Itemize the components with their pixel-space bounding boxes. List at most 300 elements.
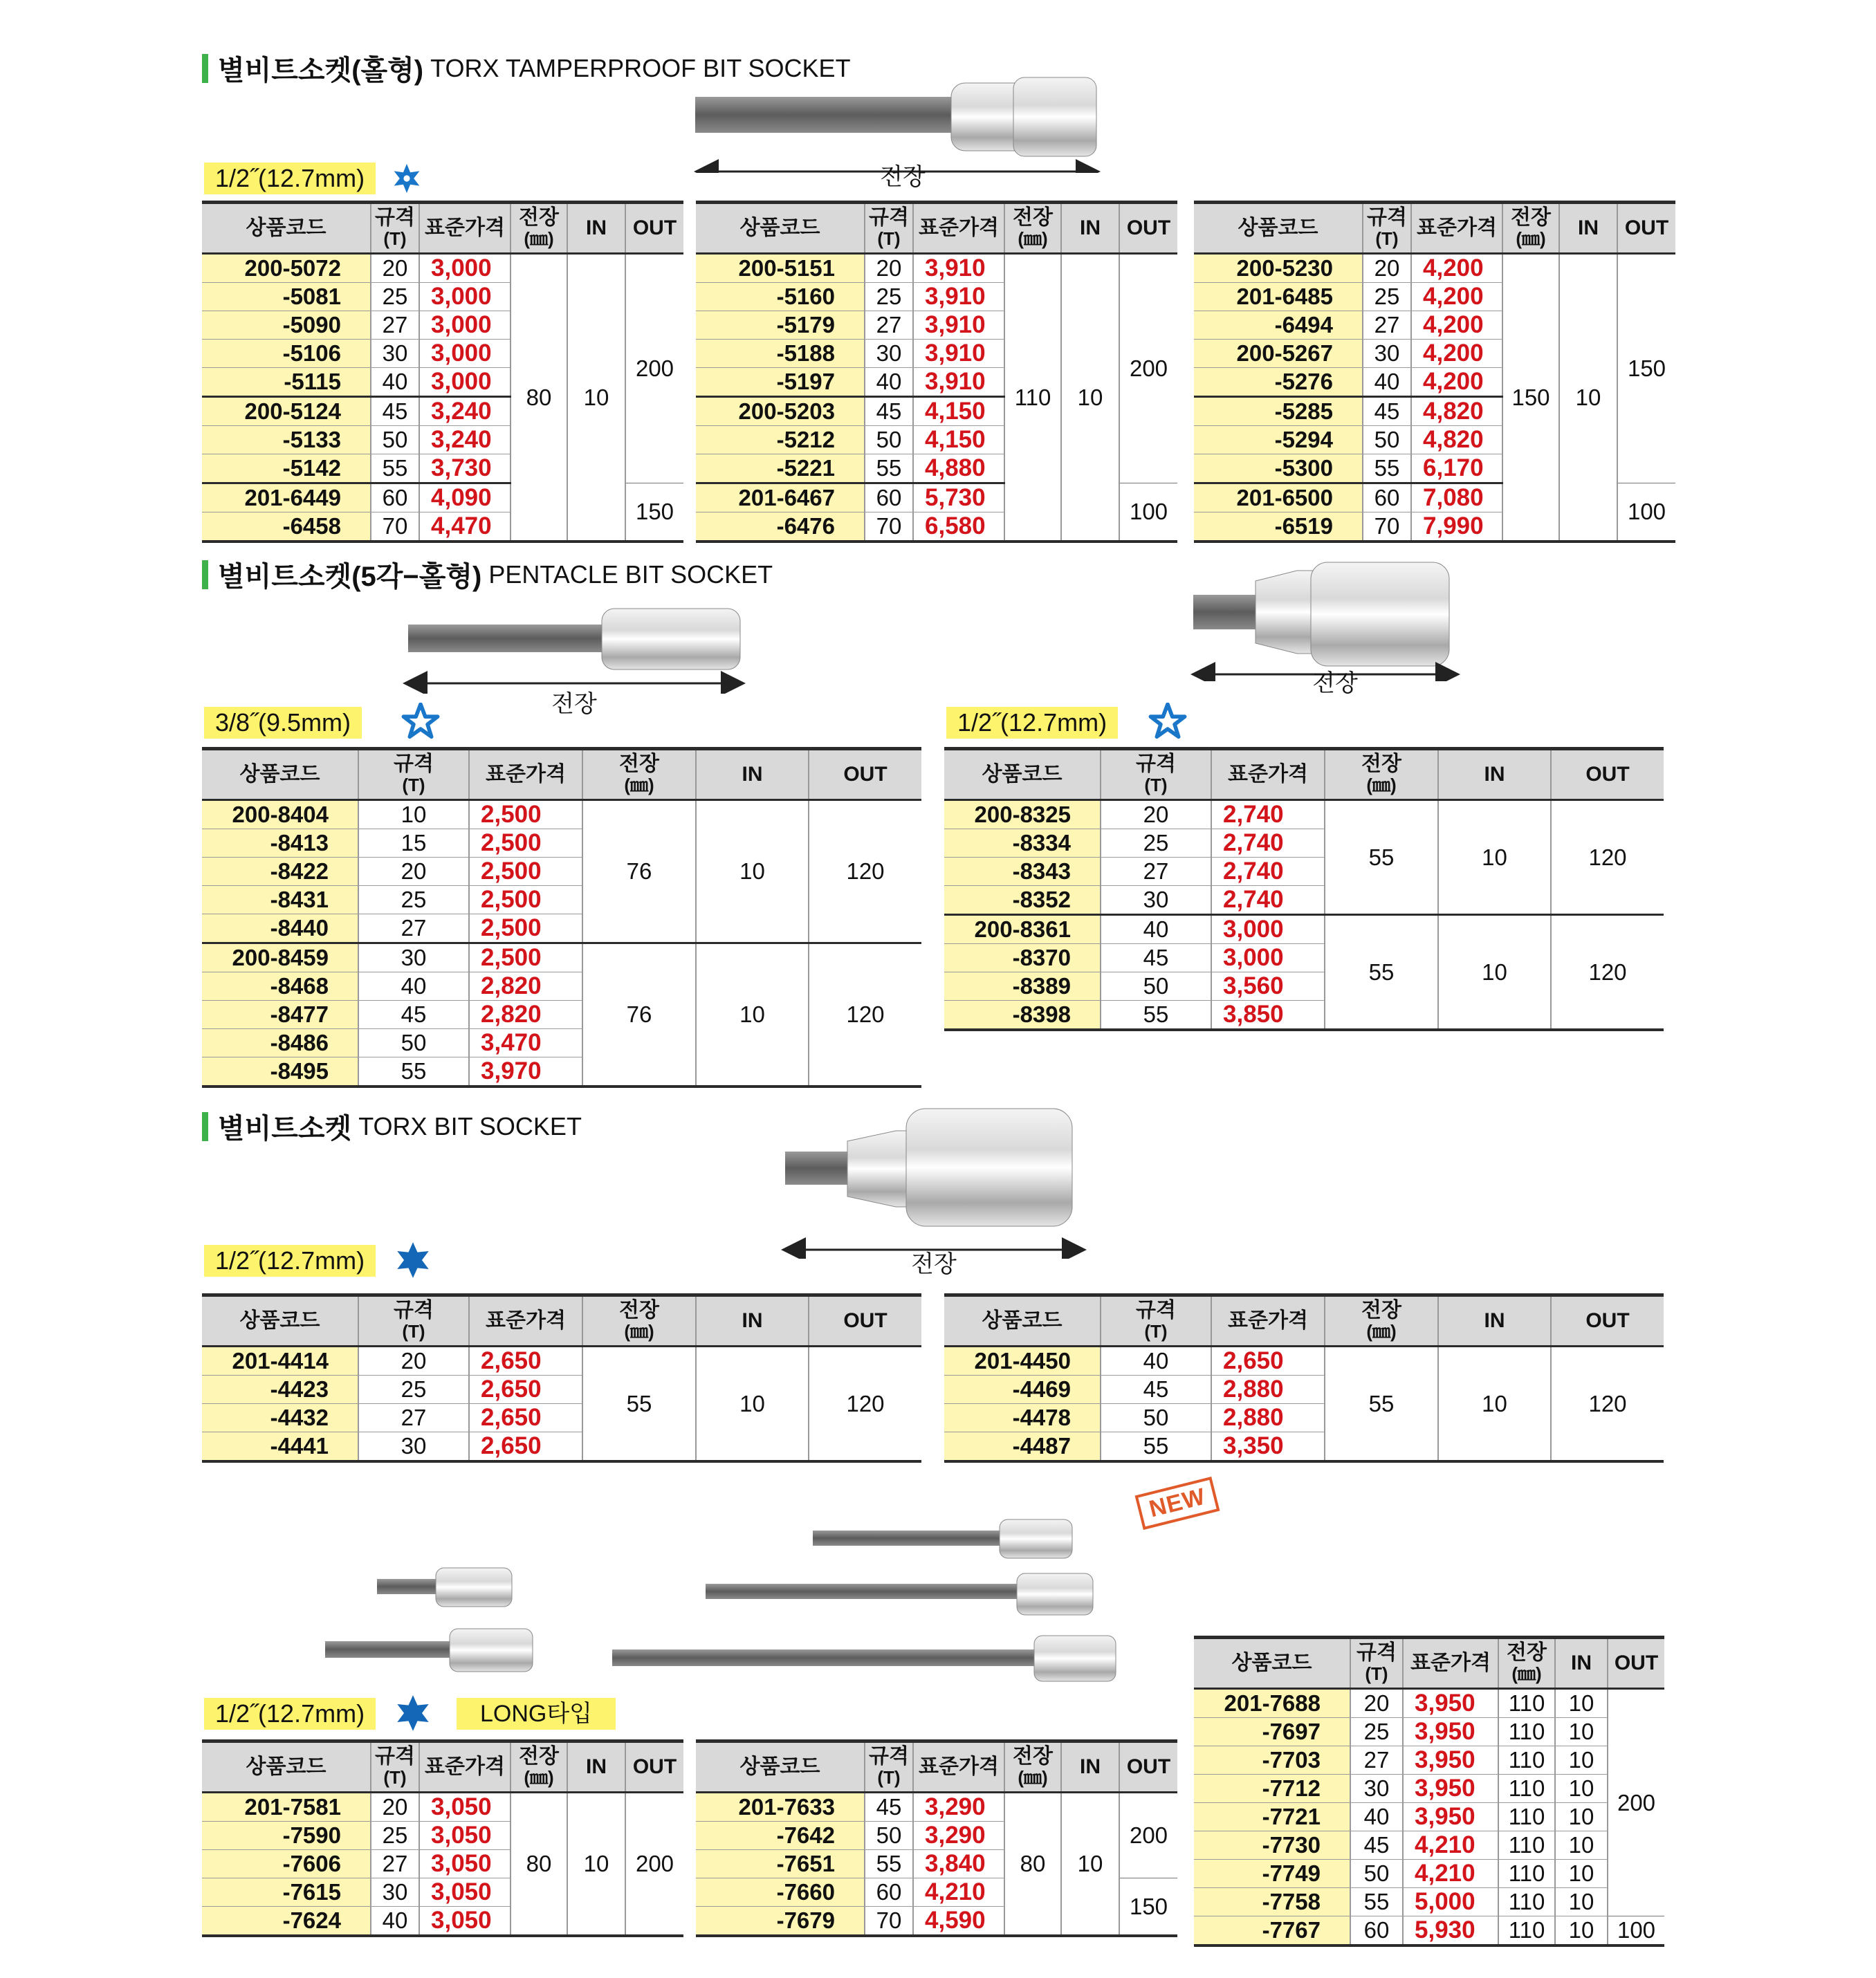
price-value: 4,200 [1411,283,1502,311]
table-row [1194,1831,1664,1860]
price-value: 5,730 [913,483,1004,512]
product-code: 201-6449 [202,483,371,512]
out-value: 150 [625,483,683,542]
th-price: 표준가격 [1411,203,1502,254]
title-en: TORX BIT SOCKET [358,1111,582,1140]
th-spec-unit: (T) [383,1767,407,1788]
th-length-label: 전장 [1361,752,1401,775]
th-spec-label: 규격 [1136,1299,1176,1322]
product-code: -8468 [202,972,358,1001]
spec-value: 50 [865,426,913,454]
price-value: 4,200 [1411,311,1502,340]
table-pentacle-38 [202,747,921,1088]
spec-value: 70 [865,512,913,542]
th-length-label: 전장 [619,752,659,775]
product-code: -5300 [1194,454,1363,483]
product-code: -8398 [944,1001,1101,1030]
th-length-label: 전장 [1013,1745,1053,1768]
table-row [202,800,921,829]
th-in: IN [567,1741,625,1793]
th-out: OUT [809,1295,921,1347]
product-code: 201-7581 [202,1793,371,1822]
length-value: 110 [1498,1888,1555,1916]
product-code: 200-8459 [202,943,358,972]
len-value: 76 [582,800,696,943]
th-code: 상품코드 [696,203,865,254]
price-value: 4,880 [913,454,1004,483]
product-code: 201-7633 [696,1793,865,1822]
price-value: 4,210 [1403,1860,1498,1888]
length-value: 110 [1498,1775,1555,1803]
out-value: 200 [1119,1793,1177,1878]
th-spec-unit: (T) [877,1767,901,1788]
price-value: 3,290 [913,1793,1004,1822]
table-row [1194,1718,1664,1746]
th-spec [865,203,913,254]
th-spec-label: 규격 [1357,1641,1397,1664]
table-row [1194,1775,1664,1803]
th-spec-unit: (T) [877,228,901,249]
table-torx-tamper-110 [696,201,1177,543]
spec-value: 40 [371,1907,419,1937]
product-code: 201-4450 [944,1347,1101,1376]
length-value: 80 [1004,1793,1061,1937]
spec-value: 30 [371,1878,419,1907]
th-code: 상품코드 [1194,203,1363,254]
price-value: 3,910 [913,311,1004,340]
price-value: 6,580 [913,512,1004,542]
spec-value: 40 [371,368,419,397]
length-value: 80 [511,254,567,542]
size-label: 1/2˝(12.7mm) [204,1245,376,1277]
price-value: 7,080 [1411,483,1502,512]
th-length-label: 전장 [519,1745,559,1768]
price-value: 3,910 [913,368,1004,397]
th-spec-label: 규격 [375,1745,415,1768]
th-length [511,1741,567,1793]
torx-star-icon [394,1694,432,1732]
spec-value: 20 [358,1347,469,1376]
length-value: 110 [1498,1860,1555,1888]
spec-value: 25 [371,1822,419,1850]
th-out: OUT [1551,749,1664,800]
th-length-label: 전장 [1361,1299,1401,1322]
in-value: 10 [1555,1803,1608,1831]
new-badge: NEW [1135,1477,1220,1530]
th-length [1004,1741,1061,1793]
product-code: -7590 [202,1822,371,1850]
spec-value: 27 [865,311,913,340]
long-bit-sockets-photo [311,1490,1155,1698]
spec-value: 15 [358,829,469,858]
spec-value: 50 [1363,426,1411,454]
price-value: 4,210 [913,1878,1004,1907]
th-in: IN [567,203,625,254]
th-length-unit: (㎜) [1511,1663,1542,1684]
length-value: 110 [1498,1746,1555,1775]
spec-value: 70 [865,1907,913,1937]
product-code: -5133 [202,426,371,454]
th-spec-unit: (T) [402,1321,425,1342]
spec-value: 70 [371,512,419,542]
price-value: 5,930 [1403,1916,1498,1946]
torx-hole-star-icon [391,163,423,194]
spec-value: 25 [358,886,469,914]
price-value: 5,000 [1403,1888,1498,1916]
product-code: -8389 [944,972,1101,1001]
product-code: -7721 [1194,1803,1350,1831]
table-row [202,1793,683,1822]
spec-value: 25 [1350,1718,1403,1746]
spec-value: 20 [1101,800,1211,829]
price-value: 2,500 [469,943,582,972]
th-length-unit: (㎜) [624,1321,654,1342]
product-code: -5221 [696,454,865,483]
spec-value: 40 [1350,1803,1403,1831]
th-code: 상품코드 [696,1741,865,1793]
spec-value: 55 [865,454,913,483]
price-value: 3,950 [1403,1746,1498,1775]
price-value: 2,740 [1211,886,1325,915]
th-in: IN [1555,1638,1608,1689]
price-value: 3,000 [419,340,511,368]
spec-value: 45 [865,1793,913,1822]
th-length-label: 전장 [1511,206,1551,229]
spec-value: 30 [358,1432,469,1462]
th-out: OUT [1617,203,1675,254]
product-code: -8352 [944,886,1101,915]
price-value: 3,000 [1211,944,1325,972]
price-value: 3,050 [419,1850,511,1878]
spec-value: 40 [358,972,469,1001]
title-ko: 별비트소켓(5각−홀형) [218,562,482,592]
th-length-label: 전장 [1013,206,1053,229]
green-bar [202,560,208,589]
th-spec-unit: (T) [1365,1663,1388,1684]
length-value: 110 [1498,1916,1555,1946]
spec-value: 27 [358,914,469,943]
length-value: 110 [1498,1689,1555,1718]
product-code: -5276 [1194,368,1363,397]
length-value: 55 [1325,1347,1438,1462]
spec-value: 20 [1350,1689,1403,1718]
product-code: -7749 [1194,1860,1350,1888]
price-value: 3,950 [1403,1803,1498,1831]
th-spec [358,749,469,800]
th-out: OUT [625,1741,683,1793]
out-value: 200 [625,1793,683,1937]
in-value: 10 [1555,1689,1608,1718]
price-value: 4,150 [913,397,1004,426]
spec-value: 27 [1101,858,1211,886]
length-value: 80 [511,1793,567,1937]
table-pentacle-12 [944,747,1664,1031]
th-out: OUT [1608,1638,1664,1689]
section-title-torx [202,1107,582,1146]
spec-value: 50 [1101,1404,1211,1432]
price-value: 6,170 [1411,454,1502,483]
in-value: 10 [696,943,809,1087]
price-value: 4,200 [1411,368,1502,397]
price-value: 4,210 [1403,1831,1498,1860]
out-value: 120 [1551,800,1664,915]
out-value: 100 [1608,1916,1664,1946]
product-code: -7624 [202,1907,371,1937]
th-length-unit: (㎜) [1366,775,1397,795]
dim-label-b: 전장 [1312,670,1358,696]
in-value: 10 [1438,800,1551,915]
in-value: 10 [567,1793,625,1937]
product-code: -7606 [202,1850,371,1878]
spec-value: 20 [371,254,419,283]
th-out: OUT [809,749,921,800]
out-value: 120 [809,943,921,1087]
product-code: -6476 [696,512,865,542]
spec-value: 27 [1363,311,1411,340]
out-value: 100 [1617,483,1675,542]
spec-value: 70 [1363,512,1411,542]
product-code: -8440 [202,914,358,943]
th-length-label: 전장 [519,206,559,229]
spec-value: 20 [358,858,469,886]
in-value: 10 [1438,915,1551,1030]
product-code: -5188 [696,340,865,368]
spec-value: 55 [1101,1001,1211,1030]
th-spec-label: 규격 [869,206,909,229]
th-spec-label: 규격 [1367,206,1407,229]
th-length [1325,749,1438,800]
th-spec [358,1295,469,1347]
spec-value: 30 [865,340,913,368]
length-value: 110 [1498,1718,1555,1746]
dim-label: 전장 [911,1251,957,1277]
spec-value: 45 [1363,397,1411,426]
th-length-label: 전장 [619,1299,659,1322]
torx-star-icon [394,1241,432,1279]
th-out: OUT [1119,203,1177,254]
table-row [1194,254,1675,283]
spec-value: 45 [1350,1831,1403,1860]
product-code: -7703 [1194,1746,1350,1775]
price-value: 3,000 [419,368,511,397]
th-length-unit: (㎜) [524,228,554,249]
price-value: 3,730 [419,454,511,483]
th-spec-unit: (T) [383,228,407,249]
spec-value: 45 [1101,1376,1211,1404]
product-code: -5179 [696,311,865,340]
product-code: 200-8325 [944,800,1101,829]
th-price: 표준가격 [469,1295,582,1347]
table-row [1194,1689,1664,1718]
th-spec [865,1741,913,1793]
out-value: 200 [1119,254,1177,483]
th-price: 표준가격 [1211,1295,1325,1347]
spec-value: 55 [358,1057,469,1087]
spec-value: 55 [1101,1432,1211,1462]
in-value: 10 [1555,1718,1608,1746]
th-spec-label: 규격 [394,1299,434,1322]
price-value: 2,820 [469,972,582,1001]
spec-value: 50 [1101,972,1211,1001]
spec-value: 45 [1101,944,1211,972]
spec-value: 25 [371,283,419,311]
product-code: -5294 [1194,426,1363,454]
price-value: 3,050 [419,1822,511,1850]
th-price: 표준가격 [913,1741,1004,1793]
product-code: -7758 [1194,1888,1350,1916]
price-value: 4,200 [1411,340,1502,368]
product-code: -4478 [944,1404,1101,1432]
len-value: 55 [1325,915,1438,1030]
product-code: -5115 [202,368,371,397]
spec-value: 45 [865,397,913,426]
torx-bit-socket-photo [778,1103,1096,1259]
table-row [944,1347,1664,1376]
in-value: 10 [1555,1860,1608,1888]
price-value: 2,740 [1211,800,1325,829]
price-value: 2,650 [469,1404,582,1432]
table-row [1194,1916,1664,1946]
th-out: OUT [1119,1741,1177,1793]
price-value: 4,470 [419,512,511,542]
product-code: -8343 [944,858,1101,886]
spec-value: 30 [1350,1775,1403,1803]
pentacle-bit-socket-photo-a [401,593,747,694]
table-row [1194,1803,1664,1831]
product-code: -4423 [202,1376,358,1404]
out-value: 200 [625,254,683,483]
len-value: 76 [582,943,696,1087]
price-value: 3,560 [1211,972,1325,1001]
table-torx-b [944,1293,1664,1463]
th-length-unit: (㎜) [1366,1321,1397,1342]
section-title-pentacle [202,555,773,594]
spec-value: 27 [371,1850,419,1878]
table-row [202,943,921,972]
product-code: -4432 [202,1404,358,1432]
size-label: 1/2˝(12.7mm) [204,1698,376,1730]
price-value: 2,740 [1211,858,1325,886]
th-out: OUT [625,203,683,254]
spec-value: 60 [371,483,419,512]
product-code: -7767 [1194,1916,1350,1946]
product-code: 200-5151 [696,254,865,283]
price-value: 3,950 [1403,1775,1498,1803]
product-code: -5081 [202,283,371,311]
th-in: IN [1061,203,1119,254]
th-code: 상품코드 [202,203,371,254]
price-value: 3,000 [419,254,511,283]
product-code: -4469 [944,1376,1101,1404]
table-torx-tamper-80 [202,201,683,543]
in-value: 10 [1555,1888,1608,1916]
product-code: -7660 [696,1878,865,1907]
th-out: OUT [1551,1295,1664,1347]
spec-value: 40 [1363,368,1411,397]
out-value: 120 [809,800,921,943]
th-code: 상품코드 [202,749,358,800]
spec-value: 20 [1363,254,1411,283]
product-code: -5142 [202,454,371,483]
price-value: 2,650 [1211,1347,1325,1376]
th-price: 표준가격 [469,749,582,800]
price-value: 7,990 [1411,512,1502,542]
spec-value: 25 [1101,829,1211,858]
product-code: 200-8404 [202,800,358,829]
th-price: 표준가격 [1403,1638,1498,1689]
spec-value: 30 [1363,340,1411,368]
price-value: 2,820 [469,1001,582,1029]
spec-value: 40 [1101,1347,1211,1376]
th-code: 상품코드 [202,1741,371,1793]
title-ko: 별비트소켓 [218,1113,352,1144]
table-row [1194,1746,1664,1775]
in-value: 10 [696,800,809,943]
product-code: -5197 [696,368,865,397]
out-value: 120 [1551,1347,1664,1462]
price-value: 2,880 [1211,1376,1325,1404]
spec-value: 20 [371,1793,419,1822]
th-code: 상품코드 [944,1295,1101,1347]
pentacle-star-icon [401,703,440,741]
spec-value: 27 [1350,1746,1403,1775]
price-value: 2,500 [469,829,582,858]
price-value: 4,590 [913,1907,1004,1937]
spec-value: 25 [1363,283,1411,311]
price-value: 3,240 [419,397,511,426]
in-value: 10 [1061,1793,1119,1937]
out-value: 150 [1617,254,1675,483]
price-value: 3,950 [1403,1718,1498,1746]
price-value: 3,350 [1211,1432,1325,1462]
th-length-unit: (㎜) [624,775,654,795]
product-code: -8422 [202,858,358,886]
table-row [202,254,683,283]
product-code: 201-6467 [696,483,865,512]
th-code: 상품코드 [1194,1638,1350,1689]
product-code: 201-4414 [202,1347,358,1376]
price-value: 2,650 [469,1347,582,1376]
spec-value: 55 [371,454,419,483]
price-value: 3,950 [1403,1689,1498,1718]
th-in: IN [1559,203,1617,254]
out-value: 150 [1119,1878,1177,1937]
th-length-unit: (㎜) [524,1767,554,1788]
product-code: 200-5267 [1194,340,1363,368]
spec-value: 27 [358,1404,469,1432]
product-code: 200-5072 [202,254,371,283]
table-long-a [202,1739,683,1937]
in-value: 10 [1555,1775,1608,1803]
product-code: -8370 [944,944,1101,972]
spec-value: 45 [371,397,419,426]
in-value: 10 [1555,1831,1608,1860]
product-code: -4441 [202,1432,358,1462]
product-code: -5285 [1194,397,1363,426]
length-value: 55 [582,1347,696,1462]
th-length-unit: (㎜) [1516,228,1546,249]
spec-value: 40 [1101,915,1211,944]
th-in: IN [1061,1741,1119,1793]
spec-value: 60 [1350,1916,1403,1946]
price-value: 3,000 [419,283,511,311]
out-value: 120 [1551,915,1664,1030]
spec-value: 55 [1350,1888,1403,1916]
spec-value: 60 [865,1878,913,1907]
price-value: 3,910 [913,254,1004,283]
price-value: 4,200 [1411,254,1502,283]
th-length [1325,1295,1438,1347]
